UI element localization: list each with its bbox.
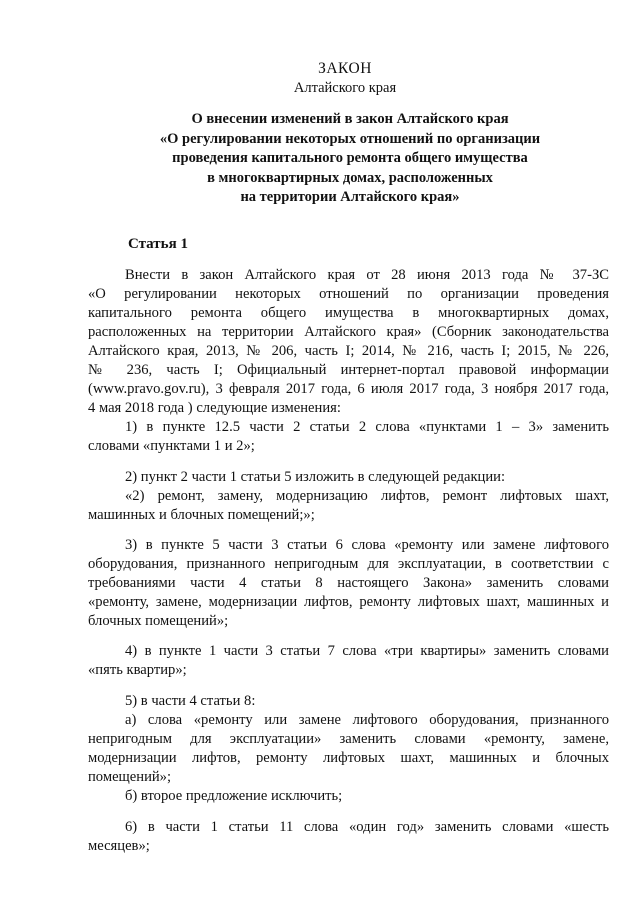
title-line: проведения капитального ремонта общего имущества (172, 150, 528, 166)
text-line: капитального ремонта общего имущества в многоквартирных домах, (88, 305, 609, 321)
text-line: оборудования, признанного непригодным для эксплуатации, в соответствии с (88, 556, 609, 572)
text-line: Алтайского края, 2013, № 206, часть I; 2014, № 216, часть I; 2015, № 226, (88, 343, 609, 359)
text-line: требованиями части 4 статьи 8 настоящего Закона» заменить словами (88, 575, 609, 591)
text-line: машинных и блочных помещений;»; (88, 507, 315, 523)
text-line: словами «пунктами 1 и 2»; (88, 438, 255, 454)
text-line: 1) в пункте 12.5 части 2 статьи 2 слова «пунктами 1 – 3» заменить (125, 419, 609, 435)
text-line: 2) пункт 2 части 1 статьи 5 изложить в следующей редакции: (125, 469, 506, 485)
title-line: «О регулировании некоторых отношений по организации (159, 130, 541, 147)
text-line: «О регулировании некоторых отношений по организации проведения (88, 286, 609, 302)
text-line: «пять квартир»; (88, 662, 187, 678)
text-line: 5) в части 4 статьи 8: (125, 693, 256, 709)
title-line: в многоквартирных домах, расположенных (207, 169, 493, 186)
law-title (0, 110, 640, 208)
title-line: на территории Алтайского края» (240, 189, 460, 205)
text-line: б) второе предложение исключить; (125, 788, 343, 804)
text-line: 3) в пункте 5 части 3 статьи 6 слова «ремонту или замене лифтового (125, 537, 609, 553)
text-line: 4 мая 2018 года ) следующие изменения: (88, 400, 341, 416)
text-line: «ремонту, замене, модернизации лифтов, ремонту лифтовых шахт, машинных и (88, 594, 609, 610)
law-label: ЗАКОН (318, 60, 372, 77)
text-line: № 236, часть I; Официальный интернет-портал правовой информации (88, 362, 609, 378)
text-line: непригодным для эксплуатации» заменить словами «ремонту, замене, (88, 731, 609, 747)
text-line: модернизации лифтов, ремонту лифтовых шахт, машинных и блочных (88, 750, 609, 766)
text-line: 4) в пункте 1 части 3 статьи 7 слова «три квартиры» заменить словами (125, 643, 609, 659)
text-line: месяцев»; (88, 838, 150, 854)
text-line: Внести в закон Алтайского края от 28 июня 2013 года № 37-ЗС (125, 267, 609, 283)
region-label: Алтайского края (293, 80, 397, 96)
text-line: 6) в части 1 статьи 11 слова «один год» заменить словами «шесть (125, 819, 609, 835)
text-line: блочных помещений»; (88, 613, 229, 629)
text-line: помещений»; (88, 769, 172, 785)
text-line: расположенных на территории Алтайского края» (Сборник законодательства (88, 324, 609, 340)
article-heading: Статья 1 (128, 236, 188, 252)
text-line: «2) ремонт, замену, модернизацию лифтов, ремонт лифтовых шахт, (125, 488, 609, 504)
text-line: а) слова «ремонту или замене лифтового оборудования, признанного (125, 712, 609, 728)
text-line: (www.pravo.gov.ru), 3 февраля 2017 года, 6 июля 2017 года, 3 ноября 2017 года, (88, 381, 609, 397)
title-line: О внесении изменений в закон Алтайского края (191, 111, 509, 127)
